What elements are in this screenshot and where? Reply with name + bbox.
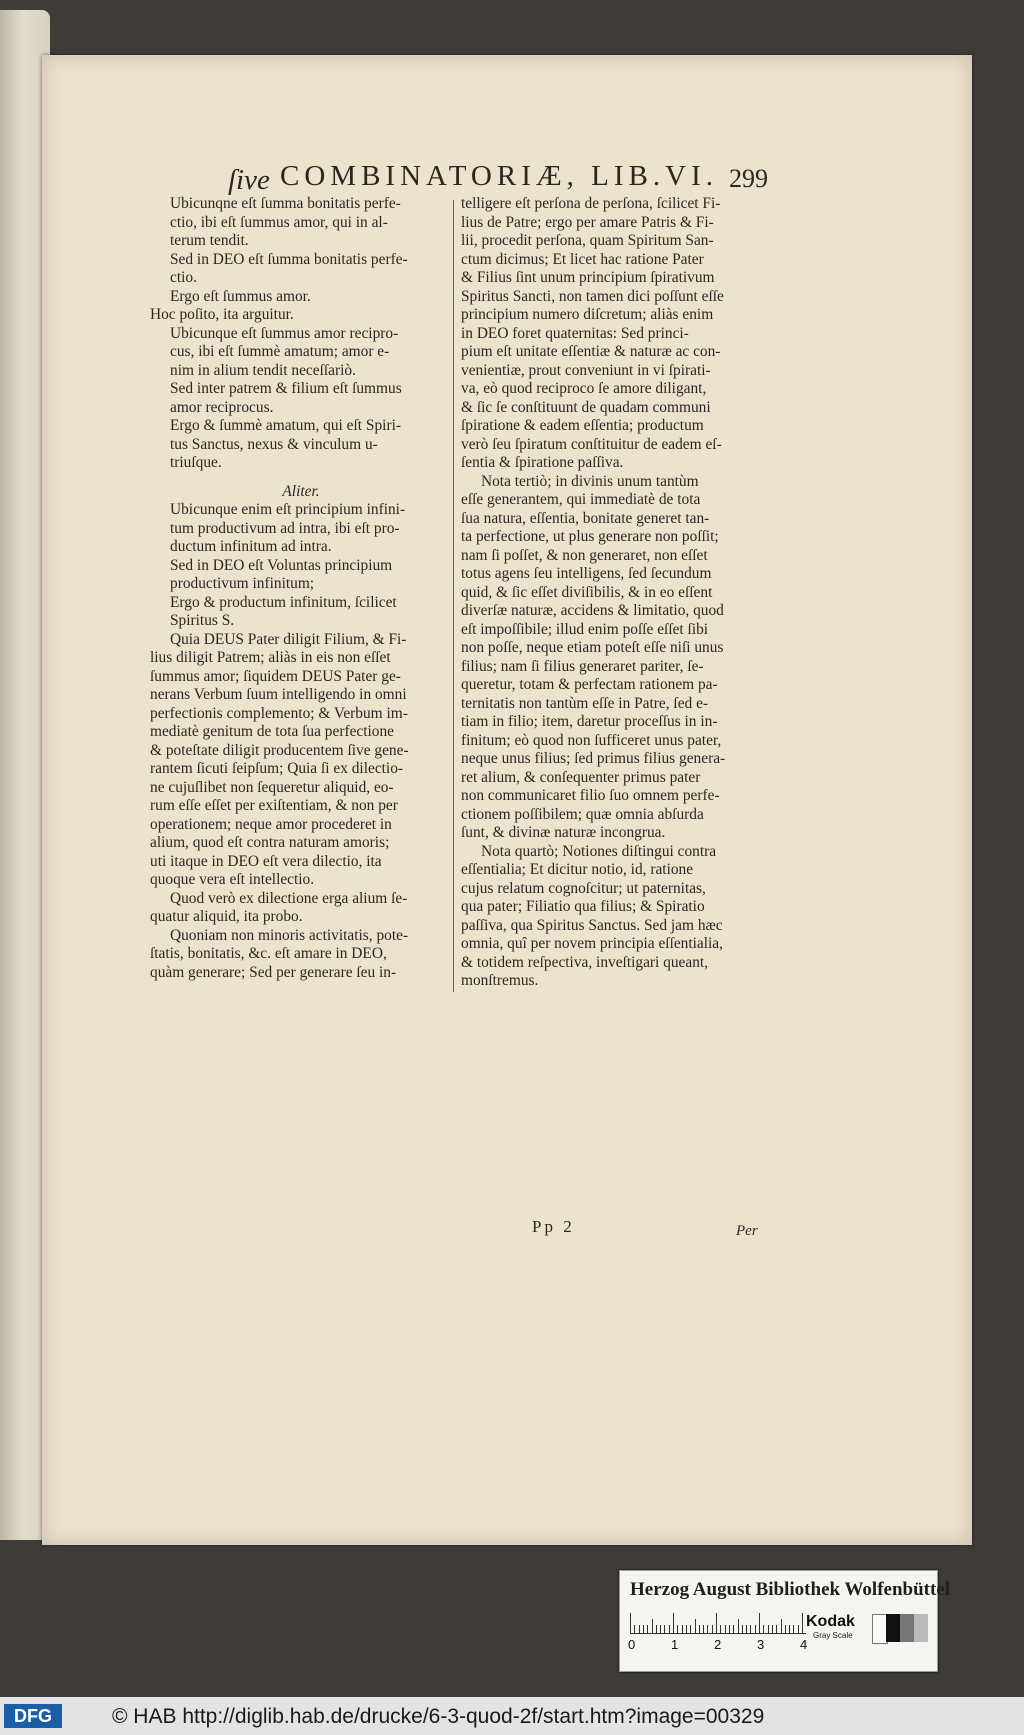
text-line: totus agens ſeu intelligens, ſed ſecundum xyxy=(461,565,712,582)
ruler-tick xyxy=(630,1613,631,1633)
viewer-footer xyxy=(0,1697,1024,1735)
ruler-tick xyxy=(639,1625,640,1633)
text-line: ret alium, & conſequenter primus pater xyxy=(461,768,701,786)
text-line: va, eò quod reciproco ſe amore diligant, xyxy=(461,380,707,397)
ruler-tick xyxy=(733,1625,734,1633)
text-line: & totidem reſpectiva, inveſtigari queant, xyxy=(461,953,709,971)
ruler-tick xyxy=(755,1625,756,1633)
text-line: Ergo eſt ſummus amor. xyxy=(170,287,311,305)
text-line: rantem ſicuti ſeipſum; Quia ſi ex dilectio- xyxy=(150,760,404,777)
ruler-tick xyxy=(738,1619,739,1633)
ruler-tick xyxy=(695,1619,696,1633)
text-line: eſt impoſſibile; illud enim poſſe eſſet ſibi xyxy=(461,620,709,638)
dfg-logo: DFG xyxy=(4,1704,62,1728)
text-line: Ubicunque eſt ſummus amor recipro- xyxy=(170,324,399,342)
running-header xyxy=(228,160,768,200)
text-line: & poteſtate diligit producentem ſive gene- xyxy=(150,741,409,759)
ruler-tick xyxy=(660,1625,661,1633)
ruler-tick xyxy=(677,1625,678,1633)
gray-patch-black xyxy=(886,1614,900,1642)
ruler-tick xyxy=(690,1625,691,1633)
ruler-tick xyxy=(759,1613,760,1633)
ruler-tick xyxy=(682,1625,683,1633)
right-text-column xyxy=(461,195,763,991)
text-line: Nota quartò; Notiones diſtingui contra xyxy=(481,842,717,860)
header-sive: ſive xyxy=(228,164,270,196)
header-title: COMBINATORIÆ, LIB.VI. xyxy=(280,160,718,192)
text-line: non communicaret filio ſuo omnem perfe- xyxy=(461,787,720,804)
ruler-tick xyxy=(664,1625,665,1633)
text-line: quoque vera eſt intellectio. xyxy=(150,871,315,888)
ruler-tick xyxy=(686,1625,687,1633)
text-line: ſentia & ſpiratione paſſiva. xyxy=(461,454,624,471)
text-line: venientiæ, prout conveniunt in vi ſpirati- xyxy=(461,361,711,379)
text-line: & ſic ſe conſtituunt de quadam communi xyxy=(461,398,711,416)
ruler-tick xyxy=(750,1625,751,1633)
text-line: paſſiva, qua Spiritus Sanctus. Sed jam hæc xyxy=(461,916,723,934)
text-line: quid, & ſic eſſet diviſibilis, & in eo eſſent xyxy=(461,583,713,601)
ruler-tick xyxy=(798,1625,799,1633)
text-line: ductum infinitum ad intra. xyxy=(170,538,332,555)
text-line: ternitatis non tantùm eſſe in Patre, ſed e- xyxy=(461,694,709,712)
text-line: eſſentialia; Et dicitur notio, id, ratione xyxy=(461,861,694,878)
text-line: telligere eſt perſona de perſona, ſcilicet Fi- xyxy=(461,195,721,212)
ruler-tick xyxy=(643,1625,644,1633)
text-line: Ubicunqne eſt ſumma bonitatis perfe- xyxy=(170,195,401,212)
text-line: cujus relatum cognoſcitur; ut paternitas, xyxy=(461,879,706,897)
ruler-tick xyxy=(656,1625,657,1633)
text-line: lii, procedit perſona, quam Spiritum San- xyxy=(461,232,714,249)
text-line: eſſe generantem, qui immediatè de tota xyxy=(461,491,701,508)
text-line: queretur, totam & perfectam rationem pa- xyxy=(461,676,718,693)
ruler-tick xyxy=(707,1625,708,1633)
ruler-tick xyxy=(634,1625,635,1633)
ruler-tick xyxy=(746,1625,747,1633)
text-line: Spiritus S. xyxy=(170,612,235,629)
text-line: nerans Verbum ſuum intelligendo in omni xyxy=(150,686,407,703)
ruler-tick xyxy=(720,1625,721,1633)
text-line: finitum; eò quod non ſufficeret unus pater, xyxy=(461,731,722,749)
text-line: Quod verò ex dilectione erga alium ſe- xyxy=(170,889,408,907)
text-line: non poſſe, neque etiam poteſt eſſe niſi unus xyxy=(461,639,724,656)
text-line: ſummus amor; ſiquidem DEUS Pater ge- xyxy=(150,667,401,685)
ruler-tick xyxy=(785,1625,786,1633)
text-line: operationem; neque amor procederet in xyxy=(150,815,392,833)
ruler-tick xyxy=(725,1625,726,1633)
ruler-tick xyxy=(647,1625,648,1633)
text-line: ctum dicimus; Et licet hac ratione Pater xyxy=(461,250,704,268)
text-line: Aliter. xyxy=(282,482,320,500)
text-line: Spiritus Sancti, non tamen dici poſſunt eſſe xyxy=(461,287,724,305)
text-line: nam ſi poſſet, & non generaret, non eſſet xyxy=(461,546,708,564)
text-line: omnia, quî per novem principia eſſentialia, xyxy=(461,935,723,952)
text-line: quatur aliquid, ita probo. xyxy=(150,908,303,925)
text-line: ſunt, & divinæ naturæ incongrua. xyxy=(461,824,666,841)
text-line: Sed inter patrem & filium eſt ſummus xyxy=(170,380,402,397)
scale-number: 4 xyxy=(800,1637,808,1652)
text-line: ne cujuſlibet non ſequeretur aliquid, eo- xyxy=(150,778,394,796)
text-line: filius; nam ſi filius generaret pariter, ſe- xyxy=(461,657,704,675)
text-line: ctionem poſſibilem; quæ omnia abſurda xyxy=(461,805,704,823)
ruler-tick xyxy=(793,1625,794,1633)
text-line: Sed in DEO eſt ſumma bonitatis perfe- xyxy=(170,250,408,268)
ruler-tick xyxy=(673,1613,674,1633)
text-line: Quia DEUS Pater diligit Filium, & Fi- xyxy=(170,630,407,648)
text-line: in DEO foret quaternitas: Sed princi- xyxy=(461,324,689,342)
text-line: diverſæ naturæ, accidens & limitatio, quod xyxy=(461,602,724,619)
text-line: productivum infinitum; xyxy=(170,575,315,592)
scale-number: 3 xyxy=(757,1637,765,1652)
text-line: nim in alium tendit neceſſariò. xyxy=(170,361,356,379)
text-line xyxy=(150,473,452,483)
catchword: Per xyxy=(736,1223,758,1239)
text-line: ctio. xyxy=(170,269,197,286)
text-line: verò ſeu ſpiratum conſtituitur de eadem eſ- xyxy=(461,435,722,453)
text-line: mediatè genitum de tota ſua perfectione xyxy=(150,723,395,740)
gray-scale-label: Gray Scale xyxy=(813,1631,853,1640)
text-line: ta perfectione, ut plus generare non poſſit; xyxy=(461,528,719,545)
library-color-card xyxy=(619,1570,951,1672)
text-line: principium numero diſcretum; aliàs enim xyxy=(461,306,714,323)
text-line: lius de Patre; ergo per amare Patris & Fi- xyxy=(461,213,714,231)
scale-number: 0 xyxy=(628,1637,636,1652)
text-line: tum productivum ad intra, ibi eſt pro- xyxy=(170,519,400,537)
text-line: perfectionis complemento; & Verbum im- xyxy=(150,704,408,722)
ruler-tick xyxy=(772,1625,773,1633)
ruler-tick xyxy=(699,1625,700,1633)
scale-ruler xyxy=(630,1611,806,1634)
text-line: amor reciprocus. xyxy=(170,398,274,416)
library-name: Herzog August Bibliothek Wolfenbüttel xyxy=(630,1579,951,1600)
text-line: Sed in DEO eſt Voluntas principium xyxy=(170,556,393,574)
text-line: Hoc poſito, ita arguitur. xyxy=(150,306,294,323)
ruler-tick xyxy=(712,1625,713,1633)
text-line: Ergo & productum infinitum, ſcilicet xyxy=(170,593,397,611)
text-line: Ergo & ſummè amatum, qui eſt Spiri- xyxy=(170,417,401,434)
text-line: Nota tertiò; in divinis unum tantùm xyxy=(481,472,699,490)
text-line: neque unus filius; ſed primus filius genera- xyxy=(461,750,726,767)
ruler-tick xyxy=(776,1625,777,1633)
text-line: rum eſſe eſſet per exiſtentiam, & non per xyxy=(150,797,398,814)
signature-mark: Pp 2 xyxy=(532,1217,575,1236)
text-line: Quoniam non minoris activitatis, pote- xyxy=(170,926,409,944)
text-line: alium, quod eſt contra naturam amoris; xyxy=(150,834,390,851)
ruler-tick xyxy=(742,1625,743,1633)
text-line: qua pater; Filiatio qua filius; & Spiratio xyxy=(461,898,705,915)
ruler-tick xyxy=(652,1619,653,1633)
ruler-tick xyxy=(802,1613,803,1633)
text-line: cus, ibi eſt ſummè amatum; amor e- xyxy=(170,343,390,360)
text-line: tus Sanctus, nexus & vinculum u- xyxy=(170,435,378,453)
text-line: ſua natura, eſſentia, bonitate generet tan- xyxy=(461,509,710,527)
page-number: 299 xyxy=(729,164,768,193)
gray-patch-mid xyxy=(900,1614,914,1642)
text-line: uti itaque in DEO eſt vera dilectio, ita xyxy=(150,852,382,870)
copyright-url[interactable]: © HAB http://diglib.hab.de/drucke/6-3-quod-2f/start.htm?image=00329 xyxy=(112,1705,765,1728)
text-line: Ubicunque enim eſt principium infini- xyxy=(170,501,406,518)
text-line: monſtremus. xyxy=(461,972,539,989)
text-line: ſtatis, bonitatis, &c. eſt amare in DEO, xyxy=(150,945,387,962)
text-line: tiam in filio; item, daretur proceſſus in in- xyxy=(461,713,718,730)
text-line: quàm generare; Sed per generare ſeu in- xyxy=(150,963,397,981)
left-text-column xyxy=(150,195,452,982)
text-line: & Filius ſint unum principium ſpirativum xyxy=(461,269,715,286)
text-line: lius diligit Patrem; aliàs in eis non eſſet xyxy=(150,649,391,666)
scale-number: 2 xyxy=(714,1637,722,1652)
kodak-logo: Kodak xyxy=(806,1613,855,1630)
ruler-tick xyxy=(703,1625,704,1633)
gray-patch-light xyxy=(914,1614,928,1642)
ruler-tick xyxy=(781,1619,782,1633)
ruler-tick xyxy=(729,1625,730,1633)
ruler-tick xyxy=(763,1625,764,1633)
ruler-tick xyxy=(789,1625,790,1633)
ruler-tick xyxy=(768,1625,769,1633)
text-line: ſpiratione & eadem eſſentia; productum xyxy=(461,417,704,434)
scale-number: 1 xyxy=(671,1637,679,1652)
column-divider xyxy=(453,200,454,992)
ruler-tick xyxy=(669,1625,670,1633)
text-line: pium eſt unitate eſſentiæ & naturæ ac con- xyxy=(461,343,721,360)
text-line: triuſque. xyxy=(170,454,222,471)
text-line: ctio, ibi eſt ſummus amor, qui in al- xyxy=(170,213,388,231)
ruler-tick xyxy=(716,1613,717,1633)
text-line: terum tendit. xyxy=(170,232,249,249)
